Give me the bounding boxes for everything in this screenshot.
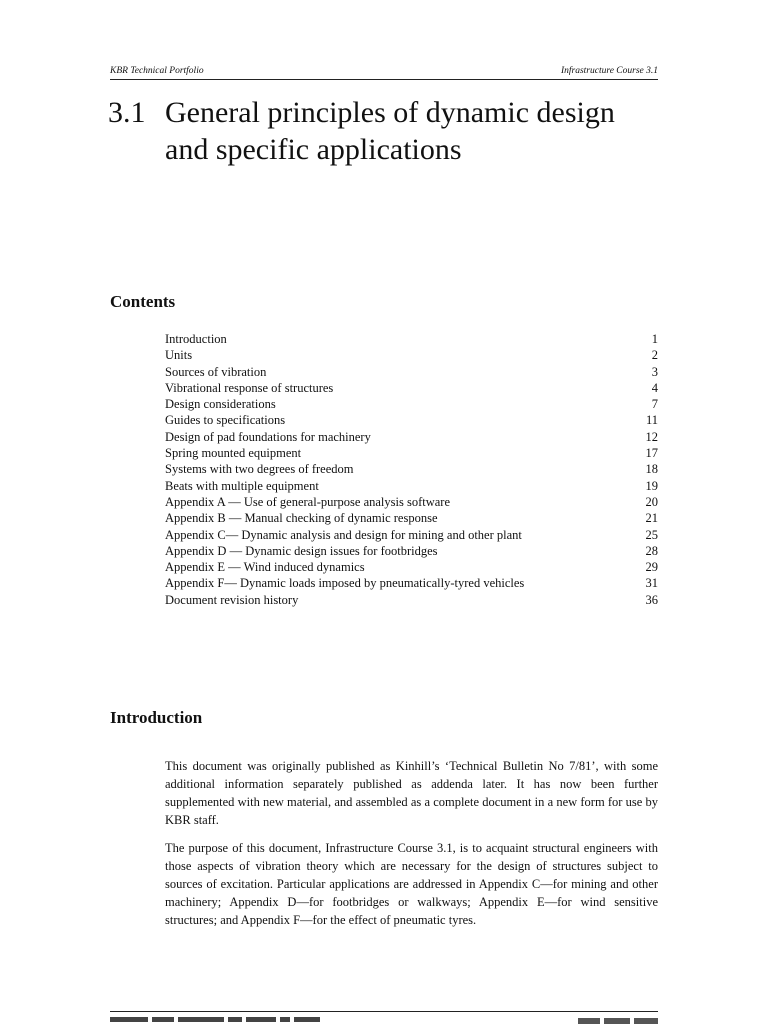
- contents-heading: Contents: [110, 292, 176, 311]
- introduction-paragraph-2: The purpose of this document, Infrastructure Course 3.1, is to acquaint structural engineers with those aspects of vibration theory which are necessary for the design of structures subject to sources of excitation. Particular applications are addressed in Appendix C—for mining and other machinery; Appendix D—for footbridges or walkways; Appendix E—for wind sensitive structures; and Appendix F—for the effect of pneumatic tyres.: [165, 841, 658, 927]
- toc-label: Design of pad foundations for machinery: [165, 429, 371, 444]
- toc-label: Units: [165, 348, 193, 363]
- toc-label: Design considerations: [165, 397, 276, 412]
- toc-page-number: 7: [651, 397, 658, 412]
- toc-entry[interactable]: [165, 429, 658, 445]
- toc-label: Vibrational response of structures: [165, 380, 334, 395]
- toc-page-number: 17: [645, 446, 658, 461]
- toc-label: Appendix B — Manual checking of dynamic response: [165, 511, 438, 526]
- table-of-contents: [165, 331, 658, 608]
- toc-entry[interactable]: [165, 559, 658, 575]
- toc-label: Beats with multiple equipment: [165, 478, 319, 493]
- introduction-paragraph-1: This document was originally published as Kinhill’s ‘Technical Bulletin No 7/81’, with some additional information separately published as addenda later. It has now been further supplemented with new material, and assembled as a complete document in a new form for use by KBR staff.: [165, 759, 658, 827]
- introduction-heading: Introduction: [110, 708, 203, 727]
- header-rule: [110, 79, 658, 80]
- toc-page-number: 11: [645, 413, 658, 428]
- toc-label: Appendix A — Use of general-purpose analysis software: [165, 494, 450, 509]
- toc-entry[interactable]: [165, 510, 658, 526]
- toc-page-number: 31: [645, 576, 658, 591]
- title-line-2: and specific applications: [165, 133, 462, 166]
- running-header: [110, 60, 658, 76]
- toc-entry[interactable]: [165, 543, 658, 559]
- toc-label: Introduction: [165, 332, 227, 346]
- section-number: 3.1: [108, 96, 146, 129]
- title-line-1: General principles of dynamic design: [165, 96, 615, 129]
- toc-page-number: 18: [645, 462, 658, 477]
- toc-entry[interactable]: [165, 527, 658, 543]
- toc-page-number: 19: [645, 478, 658, 493]
- toc-page-number: 12: [645, 429, 658, 444]
- toc-page-number: 3: [651, 364, 658, 379]
- footer-cropped-text: [110, 1017, 658, 1024]
- toc-entry[interactable]: [165, 331, 658, 347]
- header-right-text: Infrastructure Course 3.1: [560, 66, 658, 76]
- toc-label: Guides to specifications: [165, 413, 286, 428]
- toc-label: Spring mounted equipment: [165, 446, 302, 461]
- toc-label: Appendix F— Dynamic loads imposed by pneumatically-tyred vehicles: [165, 576, 525, 591]
- title-text: [165, 94, 668, 168]
- toc-entry[interactable]: [165, 364, 658, 380]
- toc-entry[interactable]: [165, 575, 658, 591]
- footer-rule: [110, 1011, 658, 1012]
- toc-page-number: 25: [645, 527, 658, 542]
- toc-label: Appendix E — Wind induced dynamics: [165, 560, 365, 575]
- toc-entry[interactable]: [165, 494, 658, 510]
- toc-entry[interactable]: [165, 347, 658, 363]
- toc-label: Systems with two degrees of freedom: [165, 462, 354, 477]
- toc-page-number: 1: [651, 332, 658, 346]
- toc-label: Sources of vibration: [165, 364, 267, 379]
- document-title: [108, 94, 668, 168]
- toc-page-number: 36: [645, 592, 658, 607]
- toc-page-number: 21: [645, 511, 658, 526]
- introduction-body: [165, 757, 658, 939]
- toc-entry[interactable]: [165, 412, 658, 428]
- toc-page-number: 20: [645, 494, 658, 509]
- toc-entry[interactable]: [165, 478, 658, 494]
- toc-page-number: 2: [651, 348, 658, 363]
- toc-page-number: 28: [645, 543, 658, 558]
- toc-label: Appendix D — Dynamic design issues for footbridges: [165, 543, 438, 558]
- toc-label: Document revision history: [165, 592, 299, 607]
- toc-entry[interactable]: [165, 396, 658, 412]
- toc-entry[interactable]: [165, 461, 658, 477]
- toc-label: Appendix C— Dynamic analysis and design for mining and other plant: [165, 527, 522, 542]
- toc-entry[interactable]: [165, 380, 658, 396]
- kbr-logo-cropped: [578, 1018, 658, 1024]
- toc-entry[interactable]: [165, 445, 658, 461]
- toc-entry[interactable]: [165, 592, 658, 608]
- toc-page-number: 29: [645, 560, 658, 575]
- toc-page-number: 4: [651, 380, 658, 395]
- header-left-text: KBR Technical Portfolio: [110, 66, 204, 76]
